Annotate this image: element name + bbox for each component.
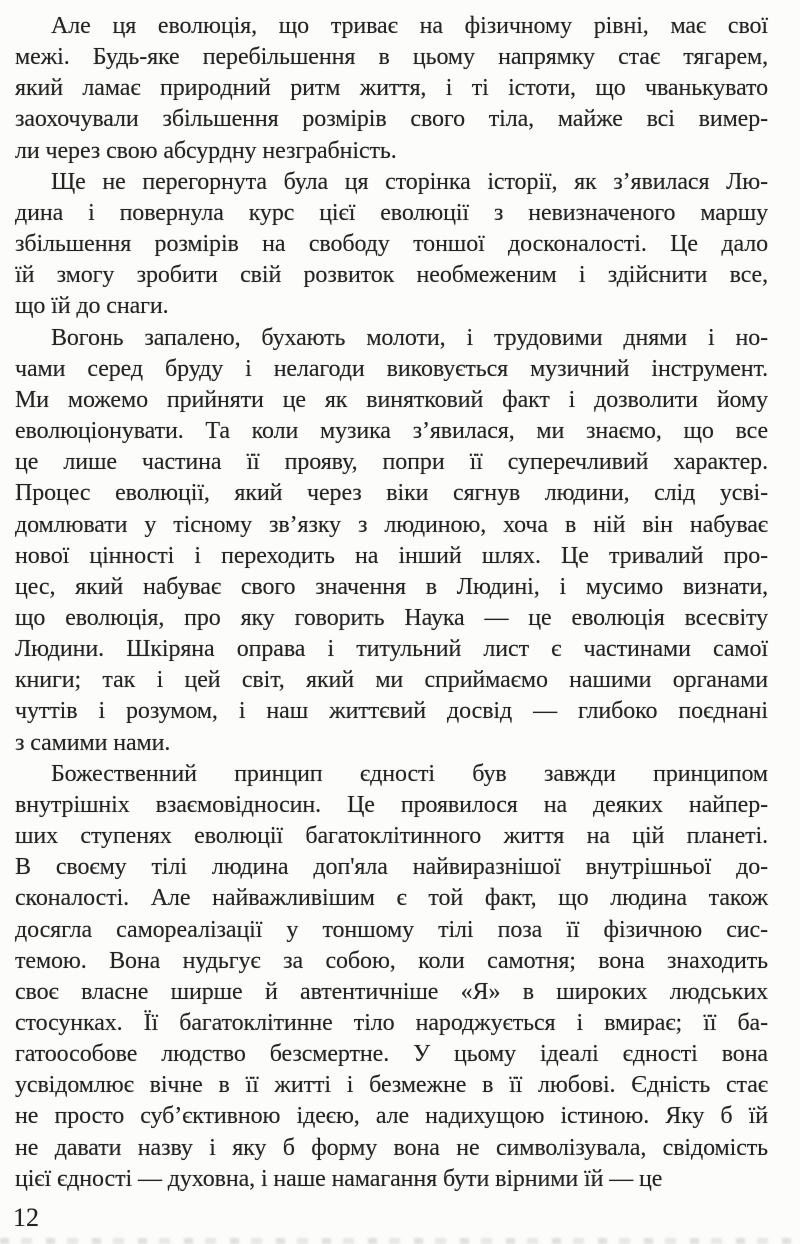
text-line: заохочували збільшення розмірів свого тіла, майже всі вимер- (15, 106, 768, 133)
text-line: усвідомлює вічне в її житті і безмежне в її любові. Єдність стає (15, 1072, 768, 1099)
text-line: чуттів і розумом, і наш життєвий досвід — глибоко поєднані (15, 698, 768, 725)
text-line: який ламає природний ритм життя, і ті істоти, що чванькувато (15, 75, 768, 102)
text-line: Ми можемо прийняти це як винятковий факт і дозволити йому (15, 386, 768, 413)
text-line: домлювати у тісному зв’язку з людиною, хоча в ній він набуває (15, 511, 768, 538)
text-line: їй змогу зробити свій розвиток необмеженим і здійснити все, (15, 262, 768, 289)
text-line: що їй до снаги. (15, 293, 169, 320)
text-line: Божественний принцип єдності був завжди принципом (51, 760, 768, 787)
text-line: темою. Вона нудьгує за собою, коли самотня; вона знаходить (15, 947, 768, 974)
text-line: книги; так і цей світ, який ми сприймаємо нашими органами (15, 667, 768, 694)
text-line: Ще не перегорнута була ця сторінка історії, як з’явилася Лю- (51, 168, 768, 195)
text-line: ших ступенях еволюції багатоклітинного життя на цій планеті. (15, 823, 768, 850)
text-line: Людини. Шкіряна оправа і титульний лист є частинами самої (15, 636, 768, 663)
text-line: внутрішніх взаємовідносин. Це проявилося на деяких найпер- (15, 791, 768, 818)
text-line: Вогонь запалено, бухають молоти, і трудовими днями і но- (51, 324, 768, 351)
text-line: з самими нами. (15, 729, 171, 756)
text-line: цес, який набуває свого значення в Людині, і мусимо визнати, (15, 573, 768, 600)
text-line: стосунках. Її багатоклітинне тіло народжується і вмирає; її ба- (15, 1010, 768, 1036)
page-number: 12 (13, 1203, 39, 1232)
text-line: цієї єдності — духовна, і наше намагання бути вірними їй — це (15, 1165, 663, 1192)
text-line: своє власне ширше й автентичніше «Я» в широких людських (15, 978, 768, 1005)
text-line: це лише частина її прояву, попри її суперечливий характер. (15, 449, 768, 476)
text-line: що еволюція, про яку говорить Наука — це еволюція всесвіту (15, 604, 768, 631)
text-line: Але ця еволюція, що триває на фізичному рівні, має свої (51, 13, 768, 39)
text-line: досягла самореалізації у тоншому тілі поза її фізичною сис- (15, 916, 768, 943)
text-line: дина і повернула курс цієї еволюції з невизначеного маршу (15, 199, 768, 226)
text-line: нової цінності і переходить на інший шлях. Це тривалий про- (15, 542, 768, 569)
text-line: не просто суб’єктивною ідеєю, але надихущою істиною. Яку б їй (15, 1103, 768, 1130)
text-line: сконалості. Але найважливішим є той факт, що людина також (15, 885, 768, 912)
text-line: Процес еволюції, який через віки сягнув людини, слід усві- (15, 480, 768, 507)
text-line: межі. Будь-яке перебільшення в цьому напрямку стає тягарем, (15, 44, 768, 71)
text-line: не давати назву і яку б форму вона не символізувала, свідомість (15, 1134, 768, 1161)
text-line: еволюціонувати. Та коли музика з’явилася, ми знаємо, що все (15, 418, 768, 445)
text-line: ли через свою абсурдну незграбність. (15, 137, 397, 164)
text-line: гатоособове людство безсмертне. У цьому ідеалі єдності вона (15, 1041, 768, 1068)
text-block (15, 11, 768, 1195)
text-line: чами серед бруду і нелагоди виковується музичний інструмент. (15, 355, 768, 382)
text-line: збільшення розмірів на свободу тоншої досконалості. Це дало (15, 231, 768, 258)
text-line: В своєму тілі людина доп'яла найвиразнішої внутрішньої до- (15, 854, 768, 881)
scan-noise-strip (0, 1238, 800, 1244)
